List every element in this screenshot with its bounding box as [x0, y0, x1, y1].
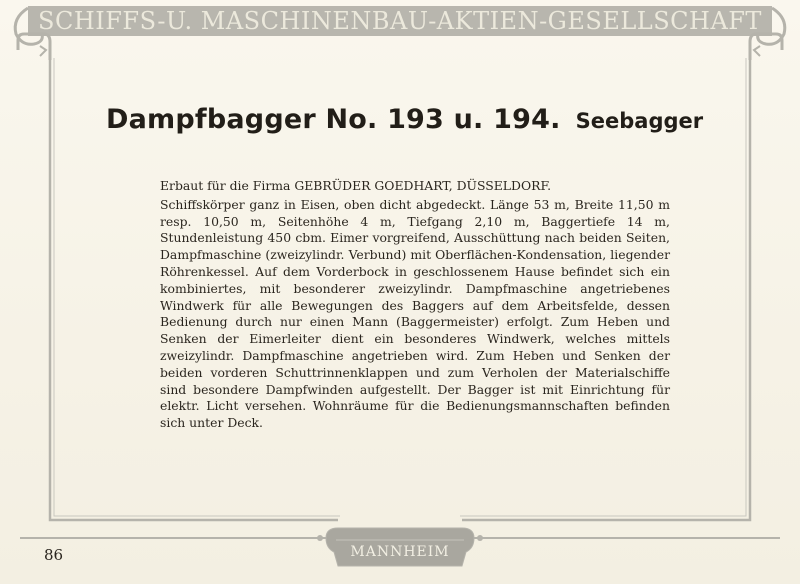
builder-line: Erbaut für die Firma GEBRÜDER GOEDHART, DÜSSELDORF. [160, 178, 552, 193]
header-title: SCHIFFS-U. MASCHINENBAU-AKTIEN-GESELLSCHAFT [38, 7, 762, 35]
page-number: 86 [44, 546, 64, 564]
document-title [106, 104, 703, 135]
footer-badge-mannheim: MANNHEIM [350, 544, 450, 560]
title-main: Dampfbagger No. 193 u. 194. [106, 104, 561, 135]
title-subtitle: Seebagger [575, 109, 704, 133]
description-block [160, 178, 670, 432]
description-paragraph: Schiffskörper ganz in Eisen, oben dicht abgedeckt. Länge 53 m, Breite 11,50 m resp. 10,50 m, Seitenhöhe 4 m, Tiefgang 2,10 m, Baggertiefe 14 m, Stundenleistung 450 cbm. Eimer vorgreifend, Ausschüttung nach beiden Seiten, Dampfmaschine (zweizylindr. Verbund) mit Oberflächen-Kondensation, liegender Röhrenkessel. Auf dem Vorderbock in geschlossenem Hause befindet sich ein kombiniertes, mit besonderer zweizylindr. Dampfmaschine angetriebenes Windwerk für alle Bewegungen des Baggers auf dem Arbeitsfelde, dessen Bedienung durch nur einen Mann (Baggermeister) erfolgt. Zum Heben und Senken der Eimerleiter dient ein besonderes Windwerk, welches mittels zweizylindr. Dampfmaschine angetrieben wird. Zum Heben und Senken der beiden vorderen Schuttrinnenklappen und zum Verholen der Materialschiffe sind besondere Dampfwinden aufgestellt. Der Bagger ist mit Einrichtung für elektr. Licht versehen. Wohnräume für die Bedienungsmannschaften befinden sich unter Deck. [160, 196, 670, 431]
